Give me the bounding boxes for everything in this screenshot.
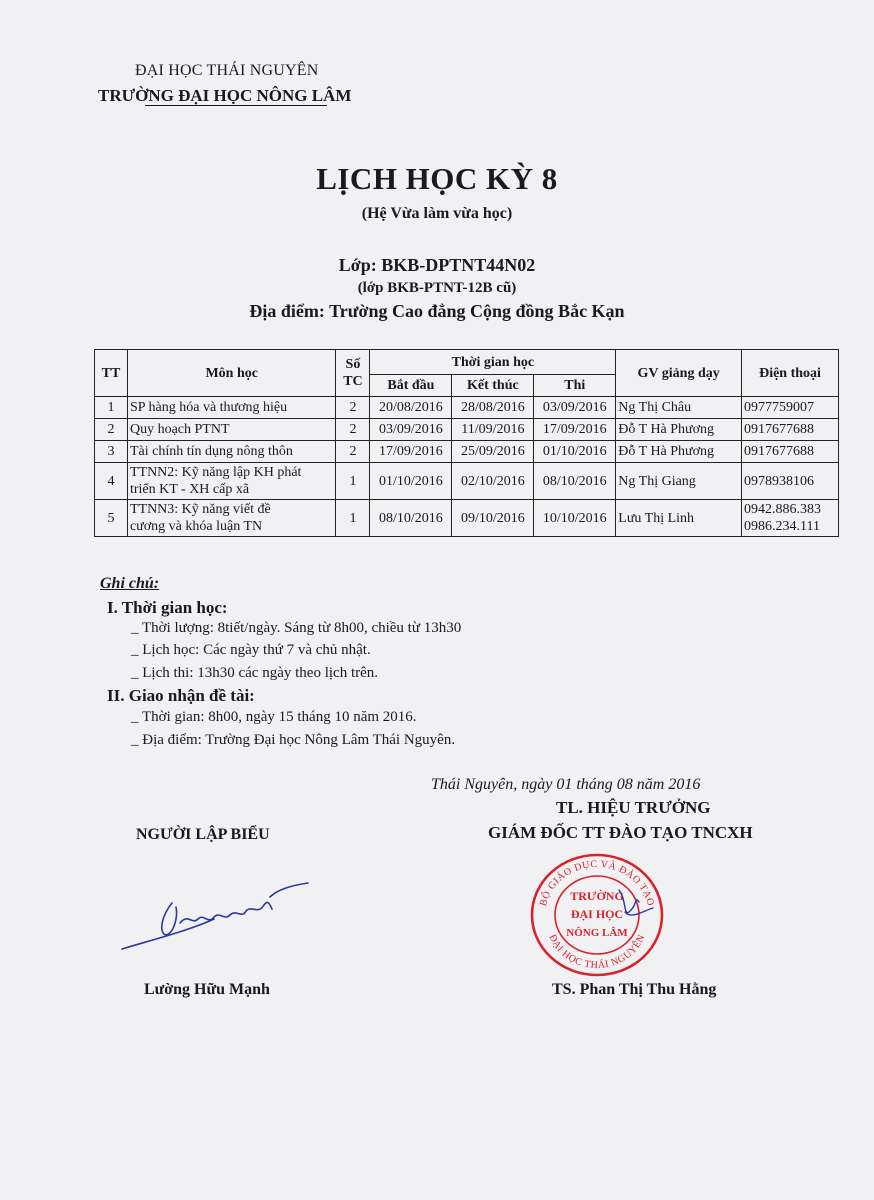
cell-lecturer: Ng Thị Châu: [616, 397, 742, 419]
location-line: Địa điểm: Trường Cao đẳng Cộng đồng Bắc Kạn: [249, 301, 625, 321]
table-row: [95, 463, 839, 500]
old-class-line: (lớp BKB-PTNT-12B cũ): [357, 280, 517, 296]
cell-start: 01/10/2016: [370, 463, 452, 500]
cell-subject-line2: triển KT - XH cấp xã: [129, 482, 250, 497]
cell-credits: 1: [336, 463, 370, 500]
cell-tt: 2: [95, 419, 128, 441]
cell-subject-line1: TTNN3: Kỹ năng viết đề: [129, 502, 271, 517]
header-time-group: Thời gian học: [370, 350, 616, 375]
class-line: Lớp: BKB-DPTNT44N02: [338, 255, 536, 275]
cell-lecturer: Đỗ T Hà Phương: [616, 441, 742, 463]
cell-phone: [742, 500, 839, 537]
header-lecturer: GV giảng dạy: [616, 350, 742, 397]
table-row: [95, 500, 839, 537]
cell-end: 02/10/2016: [452, 463, 534, 500]
notes-item: _ Thời gian: 8h00, ngày 15 tháng 10 năm 2016.: [131, 709, 417, 725]
seal-outer-bottom: ĐẠI HỌC THÁI NGUYÊN: [546, 932, 648, 972]
college-underline: [145, 105, 327, 106]
notes-section1-title: I. Thời gian học:: [107, 598, 228, 617]
cell-end: 11/09/2016: [452, 419, 534, 441]
cell-tt: 3: [95, 441, 128, 463]
table-row: [95, 441, 839, 463]
cell-phone: 0917677688: [742, 441, 839, 463]
notes-heading: Ghi chú:: [100, 575, 160, 592]
cell-phone-line1: 0942.886.383: [744, 502, 822, 517]
cell-start: 03/09/2016: [370, 419, 452, 441]
preparer-title: NGƯỜI LẬP BIỂU: [136, 826, 270, 843]
seal-inner-3: NÔNG LÂM: [566, 927, 628, 939]
header-credits-line2: TC: [343, 374, 363, 389]
table-row: [95, 397, 839, 419]
cell-subject: Tài chính tín dụng nông thôn: [127, 441, 335, 463]
cell-credits: 2: [336, 441, 370, 463]
header-end: Kết thúc: [452, 375, 534, 397]
preparer-signature: [118, 875, 318, 960]
cell-tt: 5: [95, 500, 128, 537]
cell-lecturer: Đỗ T Hà Phương: [616, 419, 742, 441]
cell-subject: [127, 500, 335, 537]
cell-subject: [127, 463, 335, 500]
notes-item: _ Lịch học: Các ngày thứ 7 và chủ nhật.: [131, 642, 371, 658]
signer-title-1: TL. HIỆU TRƯỞNG: [556, 798, 711, 817]
cell-exam: 17/09/2016: [534, 419, 616, 441]
cell-subject-line2: cương và khóa luận TN: [129, 519, 263, 534]
cell-exam: 01/10/2016: [534, 441, 616, 463]
header-subject: Môn học: [127, 350, 335, 397]
preparer-name: Lường Hữu Mạnh: [144, 981, 270, 998]
table-row: [95, 419, 839, 441]
cell-tt: 4: [95, 463, 128, 500]
cell-credits: 1: [336, 500, 370, 537]
cell-phone-line2: 0986.234.111: [744, 519, 820, 534]
cell-phone: 0978938106: [742, 463, 839, 500]
seal-inner-1: TRƯỜNG: [570, 889, 624, 903]
university-name: ĐẠI HỌC THÁI NGUYÊN: [135, 62, 319, 79]
cell-subject: SP hàng hóa và thương hiệu: [127, 397, 335, 419]
cell-lecturer: Ng Thị Giang: [616, 463, 742, 500]
cell-end: 25/09/2016: [452, 441, 534, 463]
cell-start: 17/09/2016: [370, 441, 452, 463]
cell-exam: 03/09/2016: [534, 397, 616, 419]
schedule-table: [94, 349, 839, 537]
date-place: Thái Nguyên, ngày 01 tháng 08 năm 2016: [431, 776, 701, 793]
seal-outer-top: BỘ GIÁO DỤC VÀ ĐÀO TẠO: [537, 858, 657, 908]
cell-exam: 08/10/2016: [534, 463, 616, 500]
signer-name: TS. Phan Thị Thu Hằng: [552, 981, 717, 998]
seal-inner-2: ĐẠI HỌC: [570, 907, 624, 921]
cell-start: 08/10/2016: [370, 500, 452, 537]
cell-credits: 2: [336, 397, 370, 419]
cell-subject-line1: TTNN2: Kỹ năng lập KH phát: [129, 465, 302, 480]
cell-subject: Quy hoạch PTNT: [127, 419, 335, 441]
cell-phone: 0917677688: [742, 419, 839, 441]
cell-credits: 2: [336, 419, 370, 441]
notes-item: _ Thời lượng: 8tiết/ngày. Sáng từ 8h00, chiều từ 13h30: [131, 620, 462, 636]
notes-section2-title: II. Giao nhận đề tài:: [107, 686, 255, 705]
notes-item: _ Lịch thi: 13h30 các ngày theo lịch trên.: [131, 665, 379, 681]
document-subtitle: (Hệ Vừa làm vừa học): [361, 205, 513, 222]
official-seal: [527, 850, 667, 985]
header-phone: Điện thoại: [742, 350, 839, 397]
notes-item: _ Địa điểm: Trường Đại học Nông Lâm Thái Nguyên.: [131, 732, 456, 748]
cell-phone: 0977759007: [742, 397, 839, 419]
cell-lecturer: Lưu Thị Linh: [616, 500, 742, 537]
document-title: LỊCH HỌC KỲ 8: [316, 161, 558, 196]
cell-exam: 10/10/2016: [534, 500, 616, 537]
header-exam: Thi: [534, 375, 616, 397]
header-start: Bắt đầu: [370, 375, 452, 397]
cell-tt: 1: [95, 397, 128, 419]
header-credits-line1: Số: [345, 357, 361, 372]
cell-end: 28/08/2016: [452, 397, 534, 419]
cell-start: 20/08/2016: [370, 397, 452, 419]
college-name: TRƯỜNG ĐẠI HỌC NÔNG LÂM: [98, 86, 352, 105]
header-credits: [336, 350, 370, 397]
signer-title-2: GIÁM ĐỐC TT ĐÀO TẠO TNCXH: [488, 823, 753, 842]
header-tt: TT: [95, 350, 128, 397]
cell-end: 09/10/2016: [452, 500, 534, 537]
